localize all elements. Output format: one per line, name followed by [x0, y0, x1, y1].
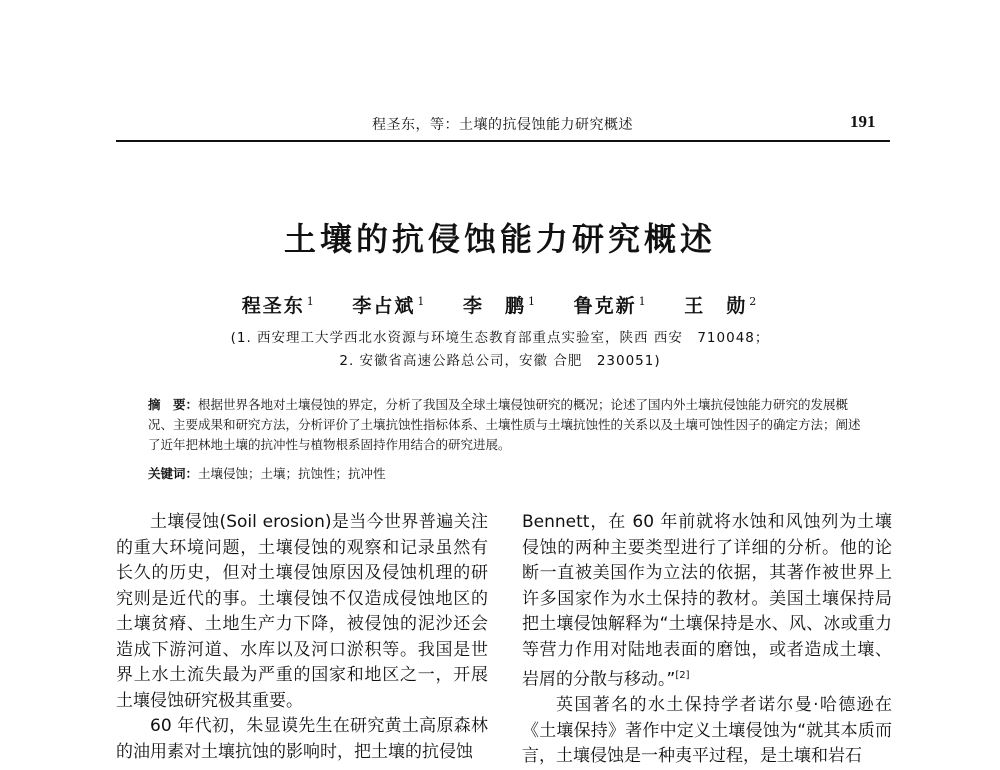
paper-title: 土壤的抗侵蚀能力研究概述 — [283, 220, 716, 258]
author-affil-mark: 1 — [528, 294, 537, 308]
affiliation-2: 2. 安徽省高速公路总公司，安徽 合肥 230051) — [339, 353, 661, 369]
author-affil-mark: 1 — [306, 294, 316, 308]
running-header — [0, 108, 1000, 138]
body-paragraph: 60 年代初，朱显谟先生在研究黄土高原森林的油用素对土壤抗蚀的影响时，把土壤的抗侵蚀 — [116, 716, 488, 762]
author-name: 王 勋 — [684, 295, 748, 317]
body-column-right — [522, 510, 892, 770]
header-rule — [116, 140, 890, 142]
body-paragraph: 英国著名的水土保持学者诺尔曼·哈德逊在《土壤保持》著作中定义土壤侵蚀为“就其本质而言，土壤侵蚀是一种夷平过程，是土壤和岩石 — [522, 695, 892, 767]
author-name: 李占斌 — [352, 295, 416, 317]
affiliation-1: (1. 西安理工大学西北水资源与环境生态教育部重点实验室，陕西 西安 710048； — [230, 330, 770, 346]
keywords-text: 土壤侵蚀；土壤；抗蚀性；抗冲性 — [198, 466, 386, 481]
keywords — [148, 464, 868, 482]
author-affil-mark: 1 — [638, 294, 648, 308]
author — [352, 295, 426, 317]
author-affil-mark: 2 — [749, 294, 759, 308]
author-affil-mark: 1 — [417, 294, 427, 308]
keywords-label: 关键词： — [148, 466, 199, 481]
abstract-label: 摘 要： — [148, 397, 199, 412]
author — [242, 295, 316, 317]
citation-mark: [2] — [675, 670, 690, 681]
author-name: 李 鹏 — [462, 295, 526, 317]
author-name: 鲁克新 — [573, 295, 637, 317]
author — [463, 295, 537, 317]
author — [574, 295, 648, 317]
author-list — [0, 291, 1000, 318]
abstract — [148, 395, 868, 455]
page-number: 191 — [850, 112, 876, 131]
running-title: 程圣东，等：土壤的抗侵蚀能力研究概述 — [372, 117, 633, 133]
body-paragraph — [522, 510, 892, 693]
author-name: 程圣东 — [241, 295, 305, 317]
body-paragraph: 土壤侵蚀(Soil erosion)是当今世界普遍关注的重大环境问题，土壤侵蚀的观察和记录虽然有长久的历史，但对土壤侵蚀原因及侵蚀机理的研究则是近代的事。土壤侵蚀不仅造成侵蚀地区的土壤贫瘠、土地生产力下降，被侵蚀的泥沙还会造成下游河道、水库以及河口淤积等。我国是世界上水土流失最为严重的国家和地区之一，开展土壤侵蚀研究极其重要。 — [116, 512, 488, 711]
body-paragraph-text: Bennett，在 60 年前就将水蚀和风蚀列为土壤侵蚀的两种主要类型进行了详细的分析。他的论断一直被美国作为立法的依据，其著作被世界上许多国家作为水土保持的教材。美国土壤保持局把土壤侵蚀解释为“土壤保持是水、风、冰或重力等营力作用对陆地表面的磨蚀，或者造成土壤、岩屑的分散与移动。” — [522, 512, 892, 690]
body-column-left — [116, 510, 488, 765]
abstract-text: 根据世界各地对土壤侵蚀的界定，分析了我国及全球土壤侵蚀研究的概况；论述了国内外土壤抗侵蚀能力研究的发展概况、主要成果和研究方法，分析评价了土壤抗蚀性指标体系、土壤性质与土壤抗蚀性的关系以及土壤可蚀性因子的确定方法；阐述了近年把林地土壤的抗冲性与植物根系固持作用结合的研究进展。 — [148, 397, 861, 452]
author — [684, 295, 758, 317]
